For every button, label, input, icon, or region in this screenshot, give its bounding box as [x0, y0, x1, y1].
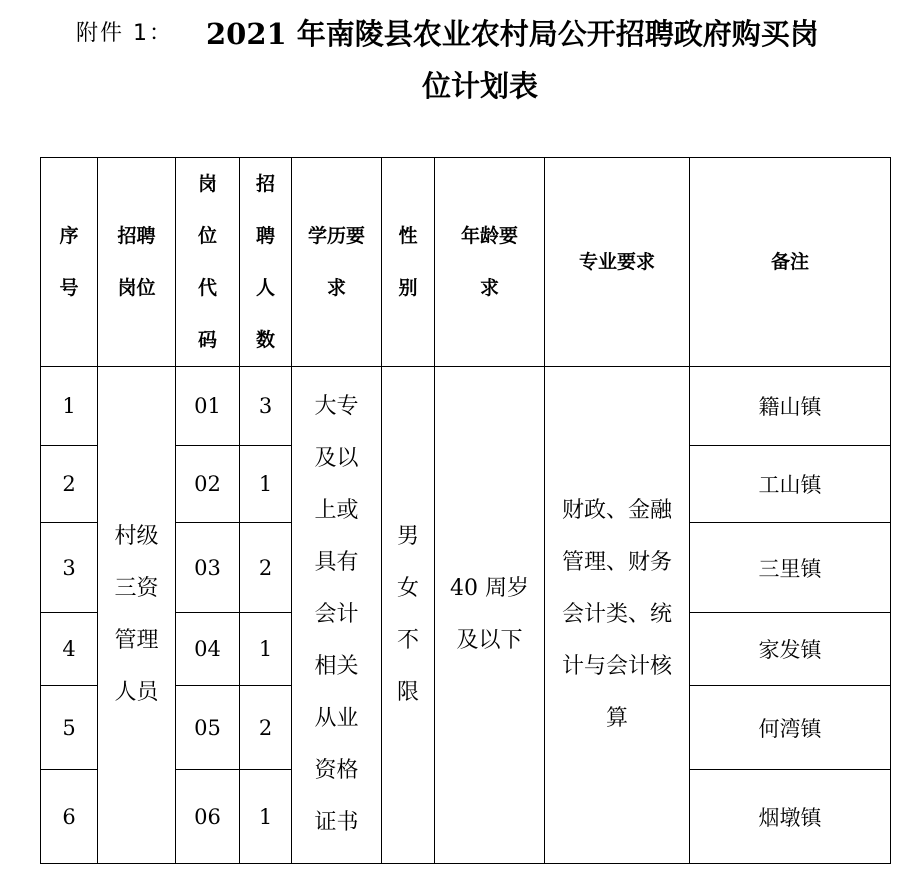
cell-seq: 1	[41, 367, 98, 446]
cell-code: 03	[176, 523, 240, 613]
table-header-row	[41, 158, 891, 367]
cell-count: 3	[240, 367, 292, 446]
recruitment-plan-table	[40, 157, 891, 864]
header-seq: 序号	[41, 158, 98, 367]
cell-remark: 家发镇	[690, 613, 891, 686]
header-count: 招聘人数	[240, 158, 292, 367]
header-age: 年龄要求	[435, 158, 545, 367]
cell-code: 06	[176, 770, 240, 864]
attachment-label: 附件 1：	[76, 21, 173, 46]
cell-seq: 4	[41, 613, 98, 686]
cell-remark: 何湾镇	[690, 686, 891, 770]
cell-remark: 籍山镇	[690, 367, 891, 446]
cell-count: 1	[240, 770, 292, 864]
header-position: 招聘岗位	[98, 158, 176, 367]
cell-code: 04	[176, 613, 240, 686]
cell-remark: 工山镇	[690, 446, 891, 523]
cell-code: 05	[176, 686, 240, 770]
cell-count: 1	[240, 446, 292, 523]
cell-code: 01	[176, 367, 240, 446]
cell-seq: 6	[41, 770, 98, 864]
document-title-row	[0, 10, 920, 54]
cell-count: 1	[240, 613, 292, 686]
cell-seq: 2	[41, 446, 98, 523]
header-education: 学历要求	[292, 158, 382, 367]
cell-position-merged: 村级三资管理人员	[98, 367, 176, 864]
table-row	[41, 367, 891, 446]
cell-remark: 烟墩镇	[690, 770, 891, 864]
header-gender: 性别	[382, 158, 435, 367]
header-code: 岗位代码	[176, 158, 240, 367]
document-title-line2: 位计划表	[421, 69, 538, 103]
document-title-line1: 2021 年南陵县农业农村局公开招聘政府购买岗	[206, 17, 819, 51]
cell-seq: 3	[41, 523, 98, 613]
cell-count: 2	[240, 686, 292, 770]
header-major: 专业要求	[545, 158, 690, 367]
cell-major-merged: 财政、金融管理、财务会计类、统计与会计核算	[545, 367, 690, 864]
cell-remark: 三里镇	[690, 523, 891, 613]
cell-education-merged: 大专及以上或具有会计相关从业资格证书	[292, 367, 382, 864]
cell-code: 02	[176, 446, 240, 523]
header-remark: 备注	[690, 158, 891, 367]
cell-seq: 5	[41, 686, 98, 770]
cell-gender-merged: 男女不限	[382, 367, 435, 864]
cell-age-merged: 40 周岁及以下	[435, 367, 545, 864]
cell-count: 2	[240, 523, 292, 613]
